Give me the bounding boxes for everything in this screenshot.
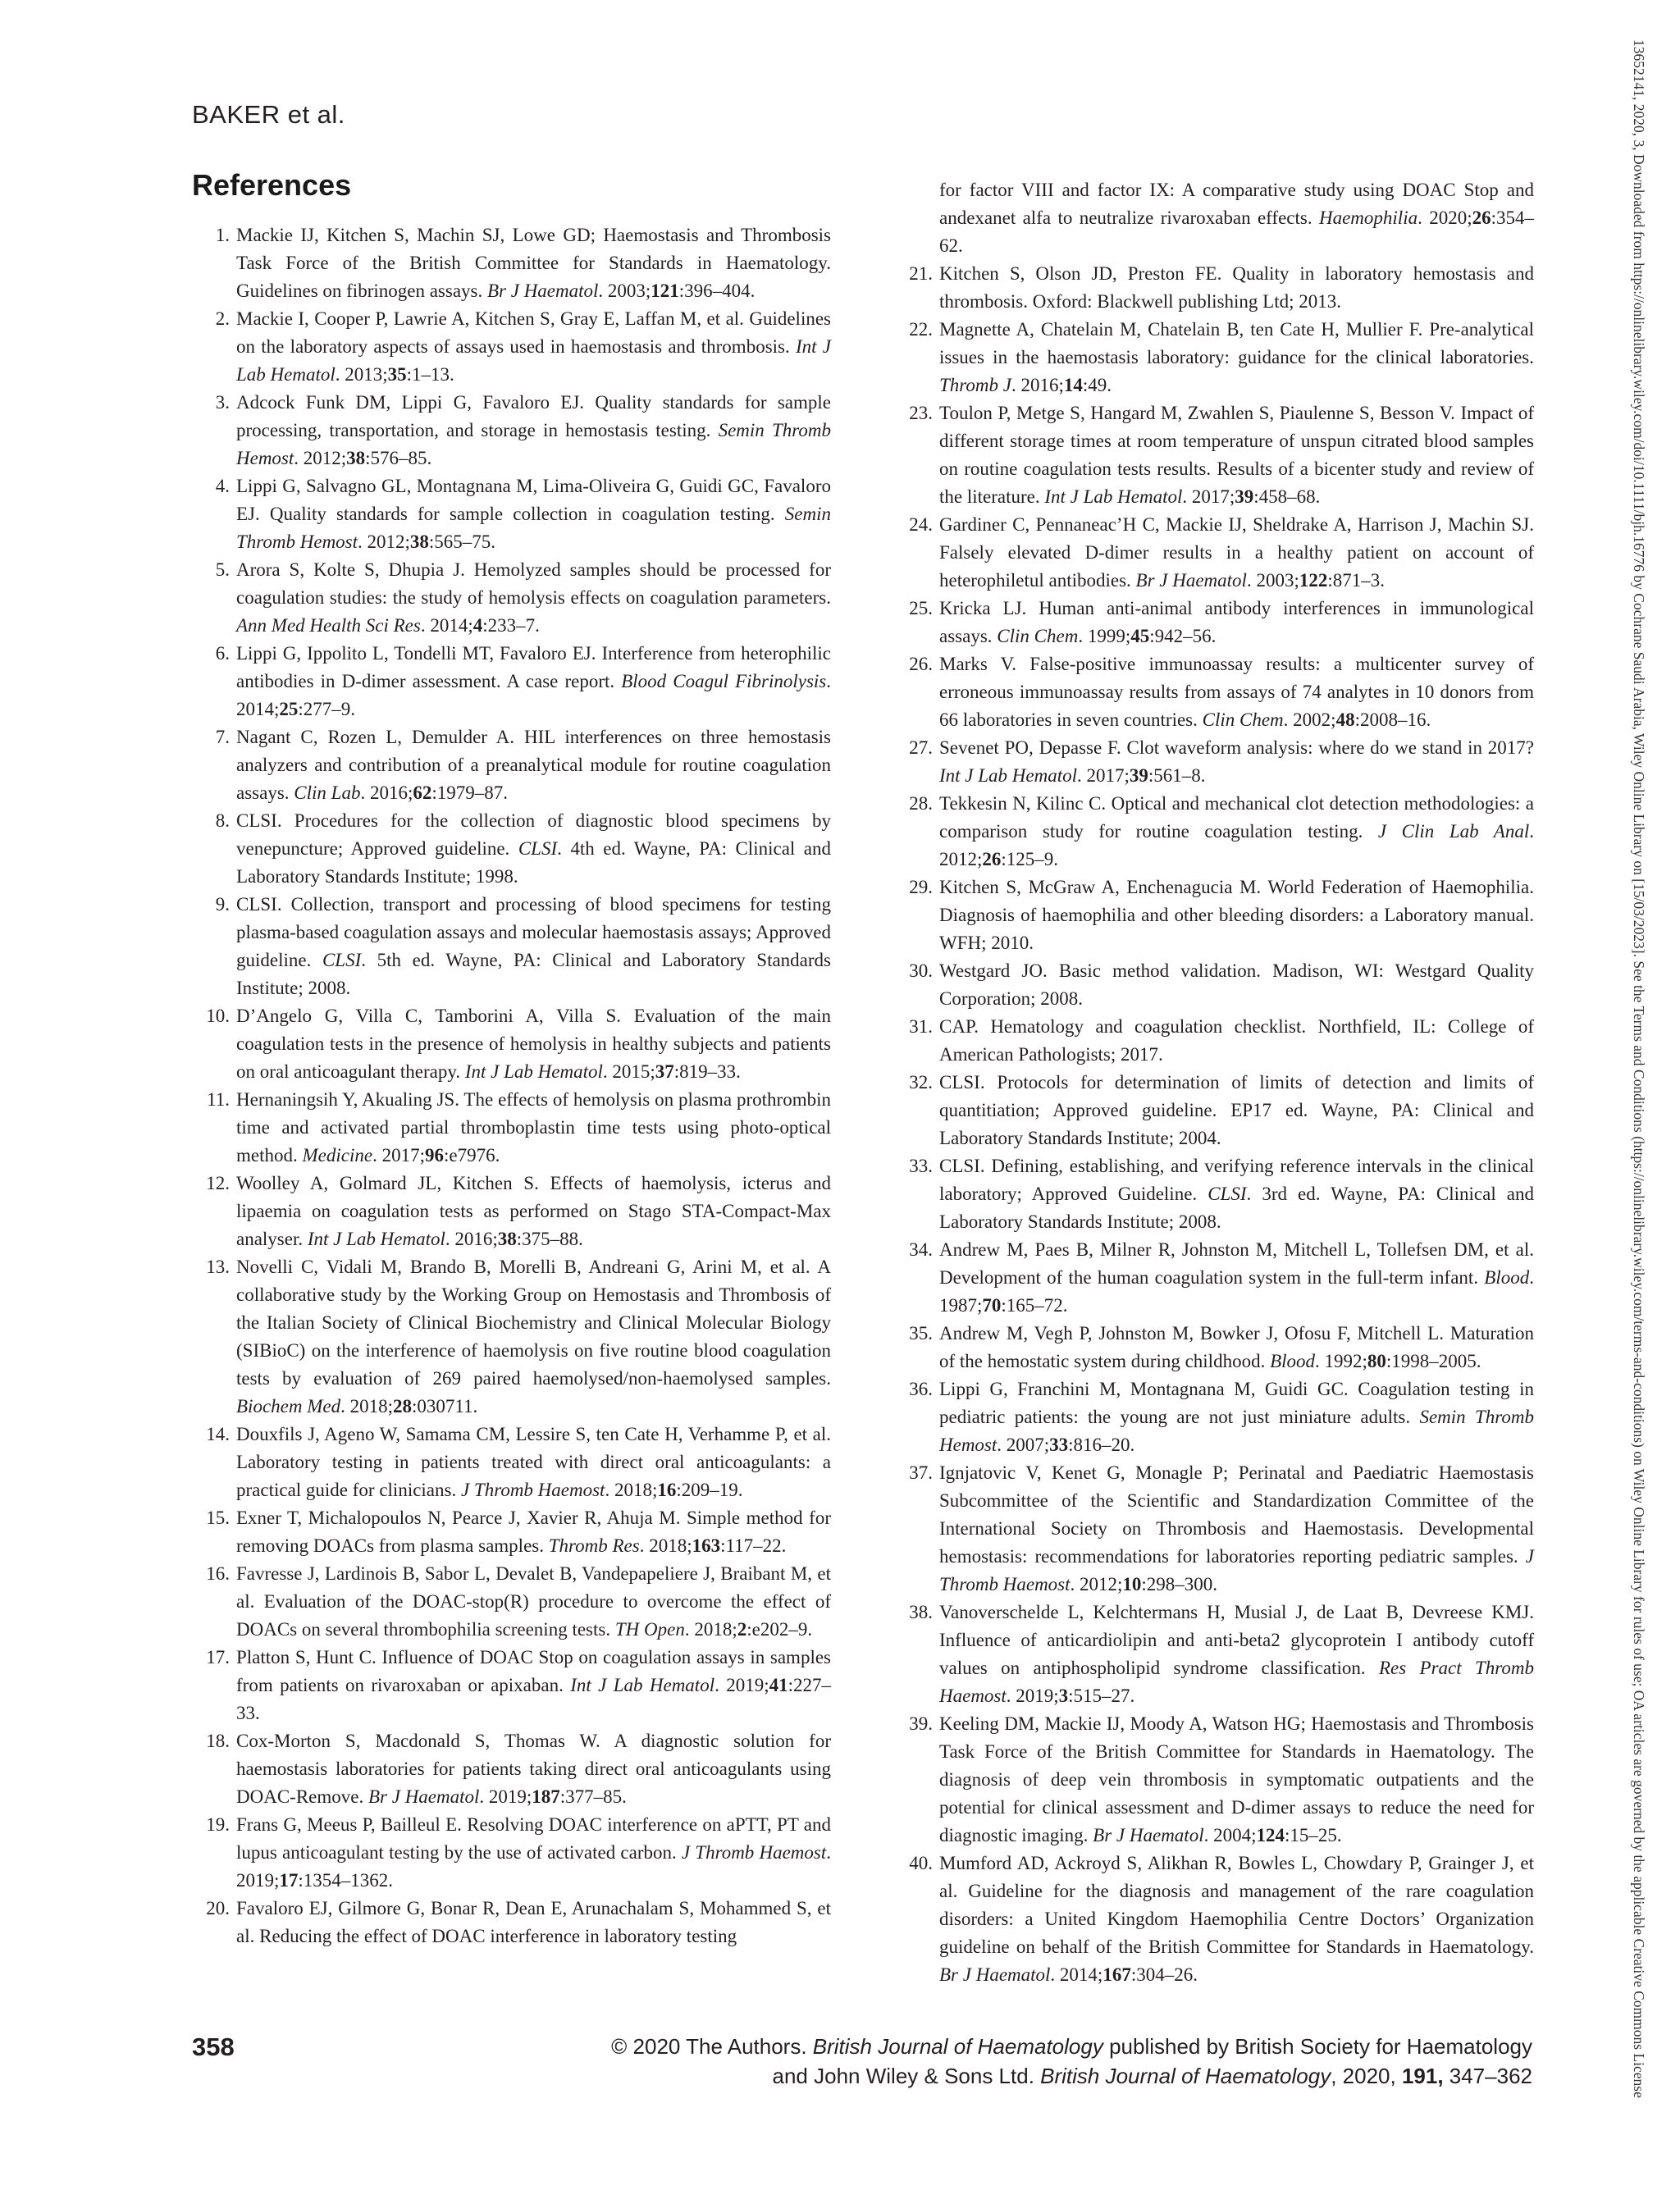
reference-text: Adcock Funk DM, Lippi G, Favaloro EJ. Quality standards for sample processing, transportation, and storage in hemostasis testing. Semin Thromb Hemost. 2012;38:576–85. (236, 392, 831, 468)
reference-text: Andrew M, Paes B, Milner R, Johnston M, Mitchell L, Tollefsen DM, et al. Development of the human coagulation system in the full-term infant. Blood. 1987;70:165–72. (939, 1239, 1534, 1316)
reference-text: CLSI. Protocols for determination of limits of detection and limits of quantitiation; Approved guideline. EP17 ed. Wayne, PA: Clinical and Laboratory Standards Institute; 2004. (939, 1072, 1534, 1148)
reference-text: CAP. Hematology and coagulation checklist. Northfield, IL: College of American Pathologists; 2017. (939, 1016, 1534, 1065)
reference-number: 7. (215, 727, 230, 747)
reference-entry (900, 874, 1534, 957)
reference-entry (900, 734, 1534, 790)
reference-entry (900, 176, 1534, 260)
reference-entry (197, 1811, 831, 1895)
reference-number: 1. (215, 225, 230, 245)
reference-text: Favaloro EJ, Gilmore G, Bonar R, Dean E, Arunachalam S, Mohammed S, et al. Reducing the effect of DOAC interference in laboratory testing (236, 1898, 831, 1946)
reference-entry (900, 1152, 1534, 1236)
reference-entry (197, 389, 831, 472)
reference-text: Keeling DM, Mackie IJ, Moody A, Watson HG; Haemostasis and Thrombosis Task Force of the British Committee for Standards in Haematology. The diagnosis of deep vein thrombosis in symptomatic outpatients and the potential for clinical assessment and D-dimer assays to reduce the need for diagnostic imaging. Br J Haematol. 2004;124:15–25. (939, 1713, 1534, 1845)
reference-text: Lippi G, Salvagno GL, Montagnana M, Lima-Oliveira G, Guidi GC, Favaloro EJ. Quality standards for sample collection in coagulation testing. Semin Thromb Hemost. 2012;38:565–75. (236, 476, 831, 552)
reference-number: 19. (206, 1814, 230, 1835)
reference-number: 10. (206, 1006, 230, 1026)
reference-entry (900, 1850, 1534, 1989)
reference-text: Woolley A, Golmard JL, Kitchen S. Effects of haemolysis, icterus and lipaemia on coagulation tests as performed on Stago STA-Compact-Max analyser. Int J Lab Hematol. 2016;38:375–88. (236, 1173, 831, 1249)
reference-number: 21. (909, 263, 933, 284)
reference-text: Sevenet PO, Depasse F. Clot waveform analysis: where do we stand in 2017? Int J Lab Hematol. 2017;39:561–8. (939, 737, 1534, 786)
page-number: 358 (192, 2032, 235, 2061)
reference-number: 24. (909, 514, 933, 535)
reference-number: 26. (909, 654, 933, 674)
reference-entry (900, 399, 1534, 511)
section-title: References (192, 168, 352, 202)
reference-entry (900, 316, 1534, 399)
reference-entry (900, 790, 1534, 874)
reference-text: Frans G, Meeus P, Bailleul E. Resolving DOAC interference on aPTT, PT and lupus anticoagulant testing by the use of activated carbon. J Thromb Haemost. 2019;17:1354–1362. (236, 1814, 832, 1891)
reference-entry (900, 511, 1534, 595)
reference-text: CLSI. Procedures for the collection of diagnostic blood specimens by venepuncture; Approved guideline. CLSI. 4th ed. Wayne, PA: Clinical and Laboratory Standards Institute; 1998. (236, 810, 831, 887)
reference-entry (900, 260, 1534, 316)
reference-text: Lippi G, Franchini M, Montagnana M, Guidi GC. Coagulation testing in pediatric patients: the young are not just miniature adults. Semin Thromb Hemost. 2007;33:816–20. (939, 1379, 1534, 1455)
reference-text: Magnette A, Chatelain M, Chatelain B, ten Cate H, Mullier F. Pre-analytical issues in the haemostasis laboratory: guidance for the clinical laboratories. Thromb J. 2016;14:49. (939, 319, 1534, 395)
running-head: BAKER et al. (192, 100, 345, 129)
reference-number: 2. (215, 308, 230, 329)
reference-number: 32. (909, 1072, 933, 1093)
reference-text: Kricka LJ. Human anti-animal antibody interferences in immunological assays. Clin Chem. 1999;45:942–56. (939, 598, 1534, 646)
reference-number: 34. (909, 1239, 933, 1260)
reference-number: 13. (206, 1257, 230, 1277)
reference-number: 12. (206, 1173, 230, 1193)
reference-number: 18. (206, 1731, 230, 1751)
reference-entry (197, 640, 831, 723)
reference-entry (197, 1253, 831, 1421)
reference-text: Marks V. False-positive immunoassay results: a multicenter survey of erroneous immunoassay results from assays of 74 analytes in 10 donors from 66 laboratories in seven countries. Clin Chem. 2002;48:2008–16. (939, 654, 1534, 730)
reference-entry (900, 1375, 1534, 1459)
reference-number: 29. (909, 877, 933, 897)
reference-entry (197, 1504, 831, 1560)
reference-entry (197, 305, 831, 389)
reference-text: Hernaningsih Y, Akualing JS. The effects of hemolysis on plasma prothrombin time and activated partial thromboplastin time tests using photo-optical method. Medicine. 2017;96:e7976. (236, 1089, 831, 1166)
reference-text: Mackie I, Cooper P, Lawrie A, Kitchen S, Gray E, Laffan M, et al. Guidelines on the laboratory aspects of assays used in haemostasis and thrombosis. Int J Lab Hematol. 2013;35:1–13. (236, 308, 831, 385)
reference-number: 16. (206, 1563, 230, 1584)
download-license-notice: 13652141, 2020, 3, Downloaded from https://onlinelibrary.wiley.com/doi/10.1111/bjh.16776 by Cochrane Saudi Arabia, Wiley Online Library on [15/03/2023]. See the Terms and Conditions (https://onlinelibrary.wiley.com/terms-and-conditions) on Wiley Online Library for rules of use; OA articles are governed by the applicable Creative Commons License (1631, 39, 1647, 2098)
reference-number: 20. (206, 1898, 230, 1918)
reference-entry (197, 1002, 831, 1086)
reference-entry (197, 1895, 831, 1950)
reference-number: 23. (909, 403, 933, 423)
reference-number: 25. (909, 598, 933, 618)
footer-line-1: © 2020 The Authors. British Journal of Haematology published by British Society for Haematology (611, 2034, 1532, 2059)
reference-text: Vanoverschelde L, Kelchtermans H, Musial J, de Laat B, Devreese KMJ. Influence of anticardiolipin and anti-beta2 glycoprotein I antibody cutoff values on antiphospholipid syndrome classification. Res Pract Thromb Haemost. 2019;3:515–27. (939, 1602, 1534, 1706)
reference-number: 28. (909, 793, 933, 814)
reference-text: Westgard JO. Basic method validation. Madison, WI: Westgard Quality Corporation; 2008. (939, 960, 1534, 1009)
reference-text: for factor VIII and factor IX: A comparative study using DOAC Stop and andexanet alfa to neutralize rivaroxaban effects. Haemophilia. 2020;26:354–62. (939, 180, 1535, 256)
reference-text: Platton S, Hunt C. Influence of DOAC Stop on coagulation assays in samples from patients on rivaroxaban or apixaban. Int J Lab Hematol. 2019;41:227–33. (236, 1647, 831, 1723)
reference-number: 3. (215, 392, 230, 413)
reference-number: 39. (909, 1713, 933, 1734)
reference-number: 5. (215, 559, 230, 580)
reference-text: CLSI. Defining, establishing, and verifying reference intervals in the clinical laboratory; Approved Guideline. CLSI. 3rd ed. Wayne, PA: Clinical and Laboratory Standards Institute; 2008. (939, 1156, 1535, 1232)
reference-text: Ignjatovic V, Kenet G, Monagle P; Perinatal and Paediatric Haemostasis Subcommittee of the Scientific and Standardization Committee of the International Society on Thrombosis and Haemostasis. Developmental hemostasis: recommendations for laboratories reporting pediatric samples. J Thromb Haemost. 2012;10:298–300. (939, 1462, 1534, 1594)
reference-number: 37. (909, 1462, 933, 1483)
reference-number: 22. (909, 319, 933, 340)
reference-entry (197, 221, 831, 305)
reference-number: 9. (215, 894, 230, 915)
reference-text: Cox-Morton S, Macdonald S, Thomas W. A diagnostic solution for haemostasis laboratories for patients taking direct oral anticoagulants using DOAC-Remove. Br J Haematol. 2019;187:377–85. (236, 1731, 831, 1807)
reference-entry (900, 1320, 1534, 1375)
reference-number: 15. (206, 1508, 230, 1528)
reference-text: Douxfils J, Ageno W, Samama CM, Lessire S, ten Cate H, Verhamme P, et al. Laboratory testing in patients treated with direct oral anticoagulants: a practical guide for clinicians. J Thromb Haemost. 2018;16:209–19. (236, 1424, 831, 1500)
reference-text: Gardiner C, Pennaneac’H C, Mackie IJ, Sheldrake A, Harrison J, Machin SJ. Falsely elevated D-dimer results in a healthy patient on account of heterophiletul antibodies. Br J Haematol. 2003;122:871–3. (939, 514, 1534, 591)
reference-entry (900, 1069, 1534, 1152)
reference-number: 40. (909, 1853, 933, 1873)
reference-number: 30. (909, 960, 933, 981)
reference-entry (900, 1236, 1534, 1320)
reference-number: 6. (215, 643, 230, 664)
reference-text: Mumford AD, Ackroyd S, Alikhan R, Bowles L, Chowdary P, Grainger J, et al. Guideline for the diagnosis and management of the rare coagulation disorders: a United Kingdom Haemophilia Centre Doctors’ Organization guideline on behalf of the British Committee for Standards in Haematology. Br J Haematol. 2014;167:304–26. (939, 1853, 1534, 1985)
reference-entry (197, 723, 831, 807)
reference-entry (900, 650, 1534, 734)
reference-text: Favresse J, Lardinois B, Sabor L, Devalet B, Vandepapeliere J, Braibant M, et al. Evaluation of the DOAC-stop(R) procedure to overcome the effect of DOACs on several thrombophilia screening tests. TH Open. 2018;2:e202–9. (236, 1563, 831, 1640)
reference-entry (197, 1421, 831, 1504)
reference-number: 4. (215, 476, 230, 496)
reference-entry (197, 1644, 831, 1727)
reference-entry (197, 556, 831, 640)
reference-entry (197, 1086, 831, 1170)
reference-entry (900, 957, 1534, 1013)
reference-entry (197, 1560, 831, 1644)
reference-number: 14. (206, 1424, 230, 1444)
reference-entry (197, 1727, 831, 1811)
footer-line-2: and John Wiley & Sons Ltd. British Journal of Haematology, 2020, 191, 347–362 (772, 2064, 1532, 2088)
reference-text: Arora S, Kolte S, Dhupia J. Hemolyzed samples should be processed for coagulation studies: the study of hemolysis effects on coagulation parameters. Ann Med Health Sci Res. 2014;4:233–7. (236, 559, 831, 636)
reference-entry (197, 891, 831, 1002)
reference-text: Andrew M, Vegh P, Johnston M, Bowker J, Ofosu F, Mitchell L. Maturation of the hemostatic system during childhood. Blood. 1992;80:1998–2005. (939, 1323, 1534, 1371)
reference-text: Mackie IJ, Kitchen S, Machin SJ, Lowe GD; Haemostasis and Thrombosis Task Force of the British Committee for Standards in Haematology. Guidelines on fibrinogen assays. Br J Haematol. 2003;121:396–404. (236, 225, 831, 301)
reference-number: 27. (909, 737, 933, 758)
reference-entry (197, 472, 831, 556)
reference-number: 31. (909, 1016, 933, 1037)
reference-entry (197, 807, 831, 891)
reference-number: 35. (909, 1323, 933, 1344)
reference-entry (900, 1013, 1534, 1069)
reference-number: 38. (909, 1602, 933, 1622)
reference-number: 36. (909, 1379, 933, 1399)
reference-text: Lippi G, Ippolito L, Tondelli MT, Favaloro EJ. Interference from heterophilic antibodies in D-dimer assessment. A case report. Blood Coagul Fibrinolysis. 2014;25:277–9. (236, 643, 831, 719)
reference-text: D’Angelo G, Villa C, Tamborini A, Villa S. Evaluation of the main coagulation tests in the presence of hemolysis in healthy subjects and patients on oral anticoagulant therapy. Int J Lab Hematol. 2015;37:819–33. (236, 1006, 831, 1082)
reference-entry (900, 1710, 1534, 1850)
reference-text: Tekkesin N, Kilinc C. Optical and mechanical clot detection methodologies: a comparison study for routine coagulation testing. J Clin Lab Anal. 2012;26:125–9. (939, 793, 1534, 869)
reference-entry (900, 1459, 1534, 1599)
reference-number: 11. (207, 1089, 230, 1110)
references-right-column (900, 176, 1534, 1989)
reference-text: Kitchen S, Olson JD, Preston FE. Quality in laboratory hemostasis and thrombosis. Oxford: Blackwell publishing Ltd; 2013. (939, 263, 1534, 312)
references-left-column (197, 221, 831, 1950)
reference-number: 8. (215, 810, 230, 831)
reference-text: Nagant C, Rozen L, Demulder A. HIL interferences on three hemostasis analyzers and contribution of a preanalytical module for routine coagulation assays. Clin Lab. 2016;62:1979–87. (236, 727, 831, 803)
reference-text: Novelli C, Vidali M, Brando B, Morelli B, Andreani G, Arini M, et al. A collaborative study by the Working Group on Hemostasis and Thrombosis of the Italian Society of Clinical Biochemistry and Clinical Molecular Biology (SIBioC) on the interference of haemolysis on five routine blood coagulation tests by evaluation of 269 paired haemolysed/non-haemolysed samples. Biochem Med. 2018;28:030711. (236, 1257, 831, 1416)
reference-text: Toulon P, Metge S, Hangard M, Zwahlen S, Piaulenne S, Besson V. Impact of different storage times at room temperature of unspun citrated blood samples on routine coagulation tests results. Results of a bicenter study and review of the literature. Int J Lab Hematol. 2017;39:458–68. (939, 403, 1534, 507)
reference-number: 17. (206, 1647, 230, 1667)
copyright-footer (466, 2032, 1532, 2091)
reference-entry (900, 595, 1534, 650)
reference-text: CLSI. Collection, transport and processing of blood specimens for testing plasma-based coagulation assays and molecular haemostasis assays; Approved guideline. CLSI. 5th ed. Wayne, PA: Clinical and Laboratory Standards Institute; 2008. (236, 894, 832, 998)
reference-entry (197, 1170, 831, 1253)
reference-text: Exner T, Michalopoulos N, Pearce J, Xavier R, Ahuja M. Simple method for removing DOACs from plasma samples. Thromb Res. 2018;163:117–22. (236, 1508, 831, 1556)
reference-entry (900, 1599, 1534, 1710)
reference-text: Kitchen S, McGraw A, Enchenagucia M. World Federation of Haemophilia. Diagnosis of haemophilia and other bleeding disorders: a Laboratory manual. WFH; 2010. (939, 877, 1534, 953)
reference-number: 33. (909, 1156, 933, 1176)
